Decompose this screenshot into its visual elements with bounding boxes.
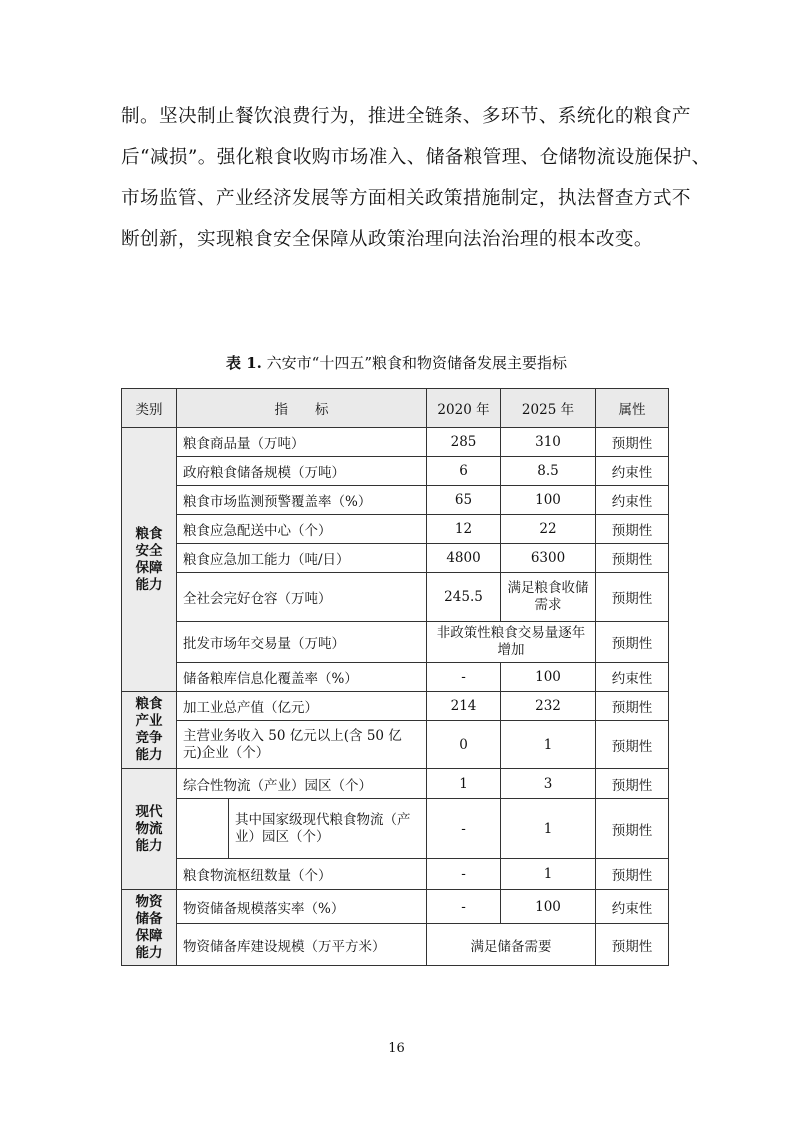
indicator-cell: 粮食应急配送中心（个） (177, 515, 427, 544)
table-row (122, 622, 669, 663)
table-row (122, 457, 669, 486)
indicator-cell: 粮食商品量（万吨） (177, 428, 427, 457)
value-2020: 0 (427, 721, 501, 769)
value-2025: 1 (501, 721, 596, 769)
value-2020: 6 (427, 457, 501, 486)
table-row (122, 486, 669, 515)
value-2020: 4800 (427, 544, 501, 573)
header-2020: 2020 年 (427, 389, 501, 428)
table-row (122, 890, 669, 924)
paragraph-line: 制。坚决制止餐饮浪费行为，推进全链条、多环节、系统化的粮食产 (121, 106, 691, 127)
value-2025: 满足粮食收储需求 (501, 573, 596, 622)
table-row (122, 544, 669, 573)
indicator-cell: 储备粮库信息化覆盖率（%） (177, 663, 427, 692)
indicator-cell: 其中国家级现代粮食物流（产业）园区（个） (229, 799, 427, 859)
table-row (122, 692, 669, 721)
value-2020: - (427, 663, 501, 692)
category-cell: 粮食安全保障能力 (122, 428, 177, 692)
table-row (122, 859, 669, 890)
attribute-cell: 预期性 (596, 692, 669, 721)
page-number: 16 (388, 1041, 405, 1056)
category-cell: 现代物流能力 (122, 769, 177, 890)
table-header-row (122, 389, 669, 428)
value-2025: 22 (501, 515, 596, 544)
value-2025: 6300 (501, 544, 596, 573)
indicator-cell: 批发市场年交易量（万吨） (177, 622, 427, 663)
indicator-cell: 粮食市场监测预警覆盖率（%） (177, 486, 427, 515)
body-paragraph (121, 96, 711, 260)
merged-value-cell: 非政策性粮食交易量逐年增加 (427, 622, 596, 663)
paragraph-line: 市场监管、产业经济发展等方面相关政策措施制定，执法督查方式不 (121, 188, 691, 209)
indicator-cell: 粮食应急加工能力（吨/日） (177, 544, 427, 573)
value-2025: 100 (501, 486, 596, 515)
attribute-cell: 预期性 (596, 428, 669, 457)
indicator-cell: 加工业总产值（亿元） (177, 692, 427, 721)
table-row (122, 515, 669, 544)
value-2025: 310 (501, 428, 596, 457)
value-2020: - (427, 859, 501, 890)
table-row (122, 799, 669, 859)
paragraph-line: 后“减损”。强化粮食收购市场准入、储备粮管理、仓储物流设施保护、 (121, 147, 711, 168)
attribute-cell: 预期性 (596, 799, 669, 859)
attribute-cell: 预期性 (596, 924, 669, 966)
indicator-cell: 全社会完好仓容（万吨） (177, 573, 427, 622)
table-row (122, 769, 669, 799)
table-row (122, 573, 669, 622)
attribute-cell: 预期性 (596, 622, 669, 663)
header-indicator: 指 标 (177, 389, 427, 428)
value-2025: 100 (501, 890, 596, 924)
attribute-cell: 预期性 (596, 573, 669, 622)
value-2020: 285 (427, 428, 501, 457)
value-2025: 100 (501, 663, 596, 692)
header-attribute: 属性 (596, 389, 669, 428)
value-2020: - (427, 799, 501, 859)
header-category: 类别 (122, 389, 177, 428)
category-cell: 粮食产业竞争能力 (122, 692, 177, 769)
table-caption-label: 表 1. (225, 354, 262, 372)
table-caption-title: 六安市“十四五”粮食和物资储备发展主要指标 (266, 354, 567, 372)
value-2025: 1 (501, 859, 596, 890)
indicator-cell: 物资储备库建设规模（万平方米） (177, 924, 427, 966)
attribute-cell: 约束性 (596, 663, 669, 692)
attribute-cell: 约束性 (596, 486, 669, 515)
value-2020: 12 (427, 515, 501, 544)
value-2025: 8.5 (501, 457, 596, 486)
table-row (122, 924, 669, 966)
value-2020: 65 (427, 486, 501, 515)
value-2020: 245.5 (427, 573, 501, 622)
value-2025: 3 (501, 769, 596, 799)
value-2020: - (427, 890, 501, 924)
indicator-cell: 主营业务收入 50 亿元以上(含 50 亿元)企业（个） (177, 721, 427, 769)
table-row (122, 721, 669, 769)
merged-value-cell: 满足储备需要 (427, 924, 596, 966)
attribute-cell: 预期性 (596, 544, 669, 573)
attribute-cell: 约束性 (596, 457, 669, 486)
indicator-cell: 综合性物流（产业）园区（个） (177, 769, 427, 799)
attribute-cell: 预期性 (596, 859, 669, 890)
attribute-cell: 约束性 (596, 890, 669, 924)
category-cell: 物资储备保障能力 (122, 890, 177, 966)
paragraph-line: 断创新，实现粮食安全保障从政策治理向法治治理的根本改变。 (121, 229, 653, 250)
indicators-table (121, 388, 669, 966)
indicator-cell: 物资储备规模落实率（%） (177, 890, 427, 924)
value-2025: 232 (501, 692, 596, 721)
indicator-cell: 粮食物流枢纽数量（个） (177, 859, 427, 890)
table-row (122, 428, 669, 457)
attribute-cell: 预期性 (596, 515, 669, 544)
table-caption (0, 352, 793, 373)
value-2025: 1 (501, 799, 596, 859)
attribute-cell: 预期性 (596, 769, 669, 799)
sub-indent-cell (177, 799, 229, 859)
table-row (122, 663, 669, 692)
indicator-cell: 政府粮食储备规模（万吨） (177, 457, 427, 486)
attribute-cell: 预期性 (596, 721, 669, 769)
value-2020: 214 (427, 692, 501, 721)
value-2020: 1 (427, 769, 501, 799)
header-2025: 2025 年 (501, 389, 596, 428)
